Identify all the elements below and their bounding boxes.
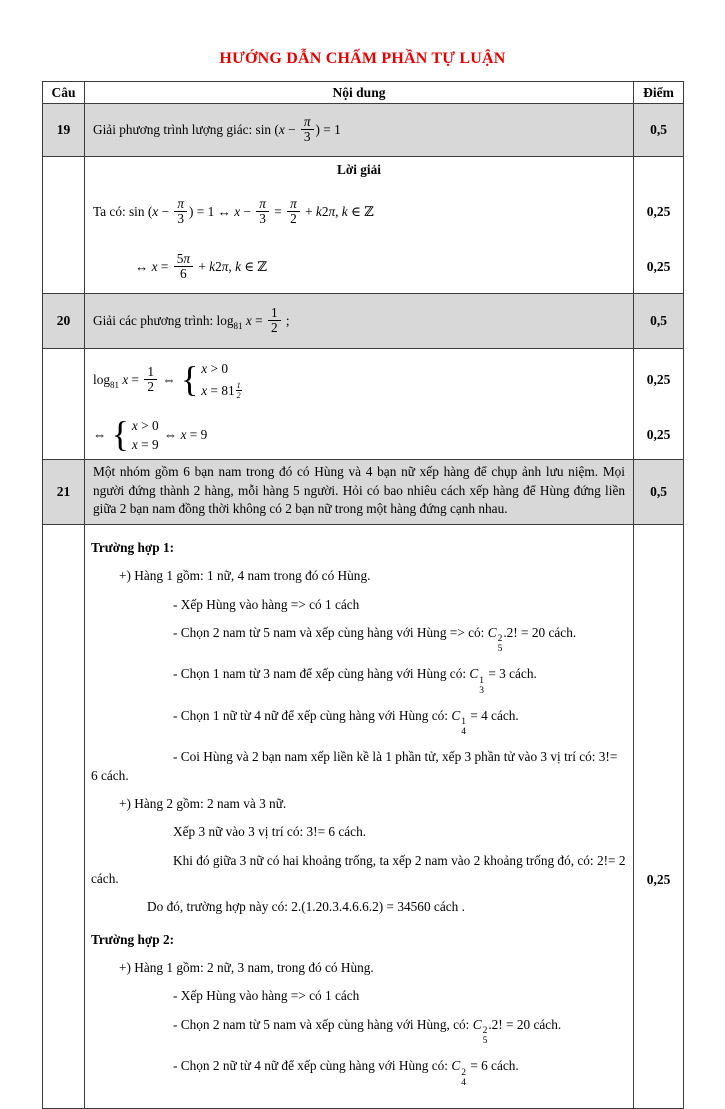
combination-symbol: C <box>487 624 497 640</box>
text-frag: - Chọn 2 nam từ 5 nam và xếp cùng hàng với Hùng => có: <box>173 624 488 640</box>
solution-21-points <box>633 525 683 1109</box>
solution-line <box>173 1057 627 1088</box>
math-frag: π <box>183 250 191 266</box>
empty-cau-cell <box>43 349 85 459</box>
math-frag: log <box>216 313 234 328</box>
question-21-text: Một nhóm gồm 6 bạn nam trong đó có Hùng và 4 bạn nữ xếp hàng để chụp ảnh lưu niệm. Mọi người đứng thành 2 hàng, mỗi hàng 5 người. Hỏi có bao nhiêu cách xếp hàng để Hùng đứng liền giữa 2 bạn nam đồng thời không có 2 bạn nữ trong một hàng đứng cạnh nhau. <box>93 464 625 517</box>
solution-20-point-1: 0,25 <box>646 372 671 387</box>
math-frag: ∈ ℤ <box>347 204 374 219</box>
math-frag: + <box>301 204 316 219</box>
combination-symbol: C <box>469 666 479 682</box>
combination-sup: 2 <box>497 634 503 645</box>
fraction <box>256 197 269 228</box>
grading-table <box>42 81 684 1109</box>
math-frag: = 9 <box>186 427 208 442</box>
fraction <box>301 115 314 146</box>
solution-line: - Coi Hùng và 2 bạn nam xếp liền kề là 1 phần tử, xếp 3 phần tử vào 3 vị trí có: 3!= 6 cách. <box>91 749 618 783</box>
combination-symbol: C <box>472 1016 482 1032</box>
math-frag: 2 <box>321 204 329 219</box>
question-20-number: 20 <box>43 294 85 348</box>
fraction-denominator: 6 <box>174 266 193 282</box>
solution-row-19 <box>43 157 683 294</box>
document-title: HƯỚNG DẪN CHẤM PHẦN TỰ LUẬN <box>219 50 506 67</box>
combination-indices <box>461 1069 466 1089</box>
math-frag: x <box>278 122 285 137</box>
solution-line: +) Hàng 1 gồm: 2 nữ, 3 nam, trong đó có Hùng. <box>119 959 374 975</box>
exponent-fraction <box>236 381 242 400</box>
fraction-denominator: 3 <box>174 211 187 227</box>
combination-sub: 5 <box>482 1036 488 1047</box>
text-frag: - Chọn 2 nam từ 5 nam và xếp cùng hàng với Hùng, có: <box>173 1016 473 1032</box>
solution-20-point-2: 0,25 <box>646 427 671 442</box>
empty-cau-cell <box>43 157 85 293</box>
math-frag: 2 <box>215 259 222 274</box>
question-21-number: 21 <box>43 460 85 524</box>
fraction-numerator: π <box>259 195 266 211</box>
solution-19-point-1: 0,25 <box>646 204 671 219</box>
solution-20-content <box>85 349 633 459</box>
math-frag: ⇔ <box>160 427 181 442</box>
math-frag: ↔ <box>135 259 152 274</box>
math-frag: k <box>315 204 322 219</box>
fraction-numerator <box>174 252 193 267</box>
solution-20-points <box>633 349 683 459</box>
math-frag: ) = 1 ↔ <box>189 204 235 219</box>
math-frag: x <box>180 427 187 442</box>
math-frag: sin ( <box>129 204 153 219</box>
question-21-content <box>85 460 633 524</box>
text-frag: .2! = 20 cách. <box>488 1016 562 1032</box>
question-21-point: 0,5 <box>633 460 683 524</box>
text-frag: = 4 cách. <box>466 707 519 723</box>
solution-line <box>173 1016 627 1047</box>
system-row <box>201 381 241 400</box>
combination-sup: 1 <box>479 675 484 686</box>
text-frag: = 3 cách. <box>485 666 537 682</box>
combination-sup: 1 <box>461 717 466 728</box>
math-frag: > 0 <box>207 361 228 377</box>
question-19-point: 0,5 <box>633 104 683 156</box>
math-frag: π <box>221 259 229 274</box>
text-frag: - Chọn 1 nam từ 3 nam để xếp cùng hàng với Hùng có: <box>173 666 470 682</box>
math-frag: k <box>341 204 348 219</box>
solution-line: Xếp 3 nữ vào 3 vị trí có: 3!= 6 cách. <box>173 824 367 840</box>
solution-line: +) Hàng 2 gồm: 2 nam và 3 nữ. <box>119 795 287 811</box>
solution-19-content <box>85 157 633 293</box>
text-frag: - Chọn 2 nữ từ 4 nữ để xếp cùng hàng với Hùng có: <box>173 1058 452 1074</box>
math-frag: x <box>201 361 208 377</box>
fraction-numerator: π <box>177 195 185 211</box>
math-frag: ∈ ℤ <box>240 259 268 274</box>
solution-line: Khi đó giữa 3 nữ có hai khoảng trống, ta xếp 2 nam vào 2 khoảng trống đó, có: 2!= 2 cách. <box>91 852 626 886</box>
math-frag: − <box>240 204 255 219</box>
math-frag: − <box>158 204 173 219</box>
log-base: 81 <box>233 321 243 331</box>
math-frag: x <box>119 372 129 387</box>
math-frag: = 9 <box>137 437 159 453</box>
math-frag: > 0 <box>137 417 159 433</box>
solution-21-point: 0,25 <box>646 872 671 888</box>
question-19-line <box>85 104 633 156</box>
math-frag: − <box>284 122 299 137</box>
system-brace: { <box>111 413 129 454</box>
equation-system <box>181 358 242 401</box>
math-frag: x <box>131 417 138 433</box>
fraction <box>268 306 281 337</box>
solution-row-21 <box>43 525 683 1109</box>
solution-line <box>173 624 627 655</box>
solution-line: - Xếp Hùng vào hàng => có 1 cách <box>173 596 360 612</box>
solution-19-line-2 <box>85 241 633 293</box>
combination-indices <box>498 635 503 655</box>
fraction-numerator: 1 <box>270 304 278 320</box>
combination-indices <box>483 1027 488 1047</box>
solution-line: Do đó, trường hợp này có: 2.(1.20.3.4.6.6.2) = 34560 cách . <box>147 899 465 915</box>
math-frag: = <box>128 372 143 387</box>
math-frag: = 81 <box>207 383 235 399</box>
fraction-denominator: 3 <box>301 129 314 145</box>
question-row-19 <box>43 104 683 157</box>
text-frag: = 6 cách. <box>466 1058 519 1074</box>
combination-indices <box>479 677 484 697</box>
fraction-numerator: π <box>303 113 311 129</box>
fraction <box>144 365 157 396</box>
solution-19-points <box>633 157 683 293</box>
question-20-content <box>85 294 633 348</box>
system-brace: { <box>181 358 199 399</box>
math-frag: k <box>235 259 241 274</box>
point-spacer <box>634 157 683 183</box>
fraction <box>287 197 300 228</box>
solution-line <box>173 665 627 696</box>
question-20-prompt: Giải các phương trình: <box>93 313 217 328</box>
math-frag: = <box>251 313 266 328</box>
fraction-denominator: 2 <box>268 320 281 336</box>
question-row-21 <box>43 460 683 525</box>
math-frag: Ta có: <box>93 204 129 219</box>
equation-system <box>111 413 159 454</box>
math-frag: = <box>270 204 286 219</box>
combination-sub: 3 <box>479 685 484 696</box>
header-diem: Điểm <box>633 82 683 103</box>
combination-sup: 2 <box>461 1067 466 1078</box>
math-frag: ) = 1 <box>315 122 341 137</box>
question-20-line <box>85 294 633 348</box>
header-noi-dung: Nội dung <box>332 84 386 100</box>
combination-symbol: C <box>451 707 461 723</box>
case-2-heading: Trường hợp 2: <box>91 931 175 947</box>
solution-line <box>173 707 627 738</box>
solution-21-content <box>85 525 633 1109</box>
combination-sup: 2 <box>482 1026 488 1037</box>
solution-19-line-1 <box>85 183 633 241</box>
fraction-denominator: 2 <box>287 211 300 227</box>
fraction <box>174 197 187 228</box>
math-frag: x <box>152 204 159 219</box>
combination-sub: 5 <box>497 644 503 655</box>
text-frag: .2! = 20 cách. <box>503 624 577 640</box>
question-row-20 <box>43 294 683 349</box>
math-frag: + <box>195 259 210 274</box>
math-frag: = <box>157 259 172 274</box>
question-20-point: 0,5 <box>633 294 683 348</box>
log-base: 81 <box>110 380 119 390</box>
math-frag: , <box>228 259 236 274</box>
combination-sub: 4 <box>461 727 466 738</box>
math-frag: x <box>201 383 208 399</box>
question-19-prompt: Giải phương trình lượng giác: <box>93 122 256 137</box>
case-1-heading: Trường hợp 1: <box>91 539 175 555</box>
fraction-numerator: 1 <box>236 381 241 391</box>
math-frag: x <box>242 313 252 328</box>
solution-20-line-2 <box>85 411 633 459</box>
system-row <box>132 437 159 454</box>
system-row <box>132 418 159 435</box>
solution-19-point-2: 0,25 <box>646 259 671 274</box>
math-frag: π <box>328 204 336 219</box>
text-frag: - Chọn 1 nữ từ 4 nữ để xếp cùng hàng với Hùng có: <box>173 707 452 723</box>
solution-heading: Lời giải <box>337 162 381 177</box>
solution-20-line-1 <box>85 349 633 411</box>
math-frag: ⇔ <box>93 427 110 442</box>
solution-row-20 <box>43 349 683 460</box>
fraction-numerator: 1 <box>147 363 155 379</box>
combination-sub: 4 <box>461 1077 466 1088</box>
empty-cau-cell <box>43 525 85 1109</box>
math-frag: sin ( <box>255 122 279 137</box>
system-row <box>201 361 241 378</box>
math-frag: x <box>234 204 241 219</box>
table-header-row <box>43 82 683 104</box>
fraction <box>174 252 193 283</box>
math-frag: k <box>209 259 216 274</box>
fraction-denominator: 3 <box>256 211 269 227</box>
math-frag: ; <box>282 313 290 328</box>
header-cau: Câu <box>43 82 85 103</box>
system-rows <box>201 361 241 400</box>
fraction-denominator: 2 <box>144 379 157 395</box>
combination-indices <box>461 718 466 738</box>
solution-line: +) Hàng 1 gồm: 1 nữ, 4 nam trong đó có Hùng. <box>119 568 371 584</box>
fraction-numerator: π <box>290 195 297 211</box>
math-frag: ⇔ <box>159 372 179 387</box>
math-frag: x <box>131 437 138 453</box>
fraction-denominator: 2 <box>236 391 241 401</box>
question-19-content <box>85 104 633 156</box>
solution-line: - Xếp Hùng vào hàng => có 1 cách <box>173 988 360 1004</box>
system-rows <box>132 418 159 454</box>
math-frag: log <box>93 372 110 387</box>
math-frag: , <box>335 204 342 219</box>
question-19-number: 19 <box>43 104 85 156</box>
combination-symbol: C <box>451 1058 461 1074</box>
math-frag: 5 <box>176 250 184 266</box>
math-frag: x <box>151 259 158 274</box>
